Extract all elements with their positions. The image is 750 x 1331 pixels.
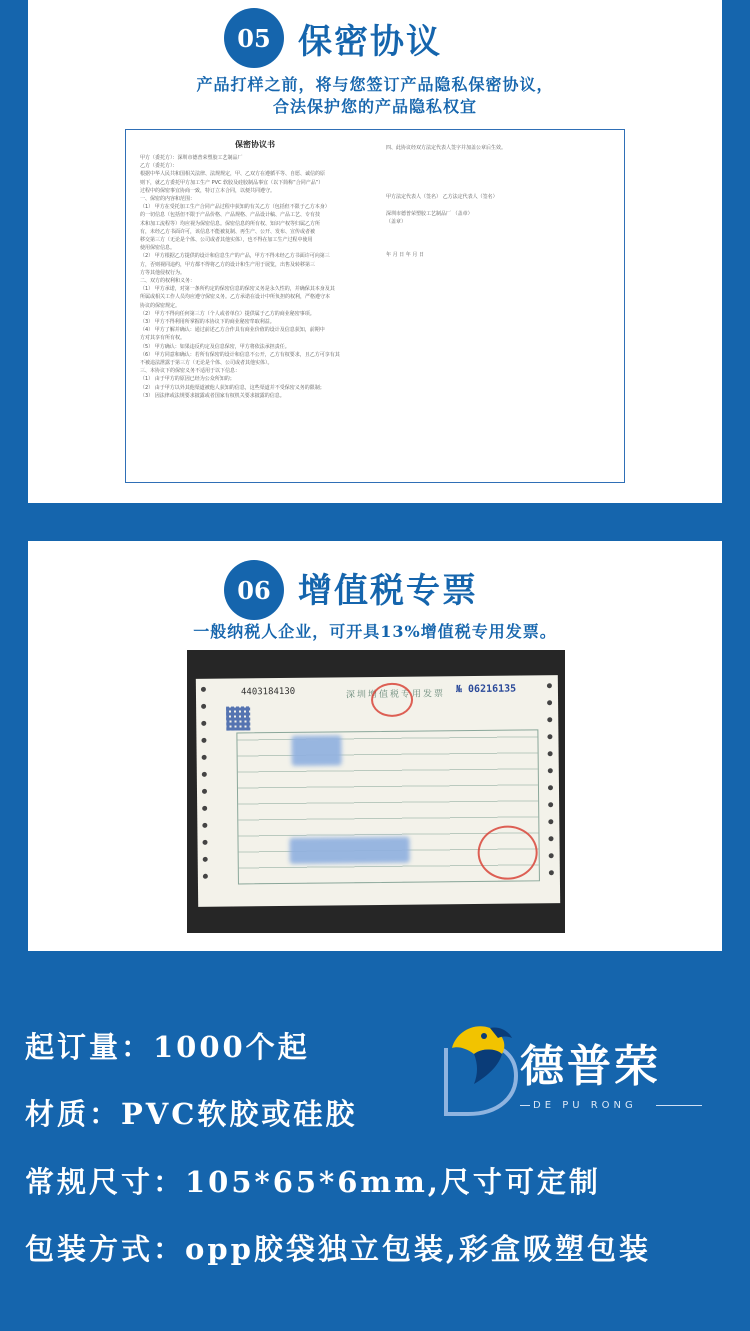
- invoice-paper: [196, 675, 560, 907]
- invoice-title: 深圳增值税专用发票: [345, 689, 446, 701]
- confidentiality-section: [28, 0, 722, 503]
- logo-pinyin: DE PU RONG: [533, 1100, 637, 1111]
- subtitle-line-1: 产品打样之前，将与您签订产品隐私保密协议，: [196, 75, 554, 94]
- section-title: 增值税专票: [298, 571, 478, 611]
- logo-divider-left: [520, 1105, 530, 1106]
- agreement-line: 三、本协议下的保密义务不适用于以下信息：: [140, 368, 241, 375]
- agreement-line: 有，未经乙方书面许可，该信息不能被复制、再生产、公开、发布、宣传或者被: [140, 228, 316, 235]
- section-number-badge: 06: [224, 560, 284, 620]
- tractor-holes-left: [201, 687, 209, 891]
- invoice-code: 4403184130: [240, 686, 296, 698]
- material-text: 材质：PVC软胶或硅胶: [25, 1097, 358, 1131]
- invoice-number: № 06216135: [455, 683, 517, 696]
- agreement-line: （6） 甲方同意和确认：若所有保密的设计和信息不公开，乙方有权要求，且乙方可享有其: [140, 351, 340, 358]
- agreement-line: 术和加工流程等）均应视为保密信息。保密信息的所有权、知识产权等归属乙方所: [140, 220, 321, 227]
- section-subtitle: 一般纳税人企业，可开具13%增值税专用发票。: [193, 622, 557, 641]
- agreement-line: 所属或相关工作人员均应遵守保密义务。乙方承诺在设计中所负担的权利，严格遵守本: [140, 294, 331, 301]
- redacted-buyer-info: [291, 735, 341, 766]
- agreement-line: 方，否则视同违约，甲方都不得将乙方的设计和生产用于展览，出售及转移第三: [140, 261, 316, 268]
- parrot-logo-icon: [438, 1018, 518, 1118]
- agreement-line: 方等其他侵权行为。: [140, 269, 186, 276]
- confidentiality-agreement-document: [125, 129, 625, 483]
- agreement-line: （1） 甲方承诺，对第一条所约定的保密信息的保密义务是永久性的，并确保其本身及其: [140, 286, 335, 293]
- redacted-seller-info: [289, 837, 409, 864]
- agreement-line: [386, 185, 616, 193]
- agreement-line: [386, 242, 616, 250]
- agreement-line: 深圳市德普荣塑胶工艺制品厂 （盖章）: [386, 210, 473, 217]
- vat-invoice-section: [28, 541, 722, 951]
- agreement-line: [386, 152, 616, 160]
- agreement-line: 移交第三方（无论是个体、公司或者其他实体），也不得在加工生产过程中使用: [140, 237, 313, 244]
- section-number-badge: 05: [224, 8, 284, 68]
- agreement-line: 协议的保密规定。: [140, 302, 181, 309]
- agreement-line: [386, 201, 616, 209]
- agreement-line: 不被违法泄露于第三方（无论是个体、公司或者其他实体）。: [140, 360, 273, 367]
- agreement-line: 二、双方的权利和义务：: [140, 278, 196, 285]
- qr-code-icon: [226, 706, 250, 730]
- agreement-line: （2） 由于甲方以外其他渠道被他人获知的信息，这些渠道并不受保密义务的限制；: [140, 384, 325, 391]
- agreement-title: 保密协议书: [235, 140, 275, 149]
- agreement-left-column: [140, 130, 370, 400]
- agreement-line: （3） 甲方不得利用所掌握的本协议下的商业秘密牟取利益。: [140, 319, 275, 326]
- agreement-line: 甲方法定代表人（签名） 乙方法定代表人（签名）: [386, 194, 498, 201]
- agreement-line: 根据中华人民共和国相关法律、法规规定，甲、乙双方在遵循平等、自愿、诚信的原: [140, 171, 326, 178]
- agreement-line: 使用保密信息。: [140, 245, 176, 252]
- brand-logo: [438, 1018, 708, 1123]
- agreement-line: 一、保密的内容和范围：: [140, 196, 196, 203]
- agreement-line: （盖章）: [386, 218, 407, 225]
- agreement-line: [386, 160, 616, 168]
- agreement-line: （1） 甲方在受托加工生产合同产品过程中获知的有关乙方（包括但不限于乙方本身）: [140, 204, 330, 211]
- agreement-right-text: [386, 144, 616, 259]
- agreement-line: 的一切信息（包括但不限于产品价格、产品规格、产品设计稿、产品工艺、专有技: [140, 212, 321, 219]
- agreement-line: [386, 177, 616, 185]
- agreement-line: （4） 甲方了解并确认：通过前述乙方合作具有商业价值的设计及信息获知，前期中: [140, 327, 325, 334]
- agreement-line: （3） 因法律或法规要求披露或者国家有权机关要求披露的信息。: [140, 392, 285, 399]
- invoice-photo: [187, 650, 565, 933]
- agreement-line: （2） 甲方不得向任何第三方（个人或者单位）提供属于乙方的商业秘密事项。: [140, 310, 315, 317]
- official-seal-icon: [371, 683, 413, 717]
- subtitle-line-2: 合法保护您的产品隐私权宜: [272, 97, 477, 116]
- agreement-line: [386, 169, 616, 177]
- agreement-line: 方对其享有所有权。: [140, 335, 186, 342]
- agreement-line: [386, 234, 616, 242]
- agreement-line: 甲方（委托方）：深圳市德普荣塑胶工艺制品厂: [140, 155, 243, 161]
- agreement-line: 四、此协议经双方法定代表人签字并加盖公章后生效。: [386, 145, 507, 151]
- size-text: 常规尺寸：105*65*6mm,尺寸可定制: [25, 1165, 601, 1199]
- agreement-line: （1） 由于甲方的原因已经为公众所知的；: [140, 376, 235, 383]
- logo-brand-name: 德普荣: [520, 1041, 661, 1092]
- agreement-line: 则下，就乙方委托甲方加工生产 PVC 软胶及硅胶制品事宜（以下简称“合同产品”）: [140, 179, 324, 186]
- moq-text: 起订量：1000个起: [25, 1030, 310, 1064]
- section-title: 保密协议: [298, 22, 442, 62]
- section-subtitle: [28, 74, 722, 118]
- agreement-line: 过程中的保密事宜协商一致，特订立本合同，以便共同遵守。: [140, 187, 276, 194]
- agreement-line: 乙方（委托方）：: [140, 163, 178, 170]
- agreement-line: （5） 甲方确认：如果违反约定及信息保密，甲方将依法承担责任。: [140, 343, 290, 350]
- agreement-left-text: [140, 154, 370, 400]
- packaging-text: 包装方式：opp胶袋独立包装,彩盒吸塑包装: [25, 1232, 651, 1266]
- agreement-line: [386, 226, 616, 234]
- agreement-right-column: [386, 130, 616, 259]
- logo-divider-right: [656, 1105, 702, 1106]
- agreement-line: 年 月 日 年 月 日: [386, 251, 424, 258]
- tractor-holes-right: [547, 683, 555, 887]
- agreement-line: （2） 甲方根据乙方提供的设计和信息生产的产品，甲方不得未经乙方书面许可向第三: [140, 253, 330, 260]
